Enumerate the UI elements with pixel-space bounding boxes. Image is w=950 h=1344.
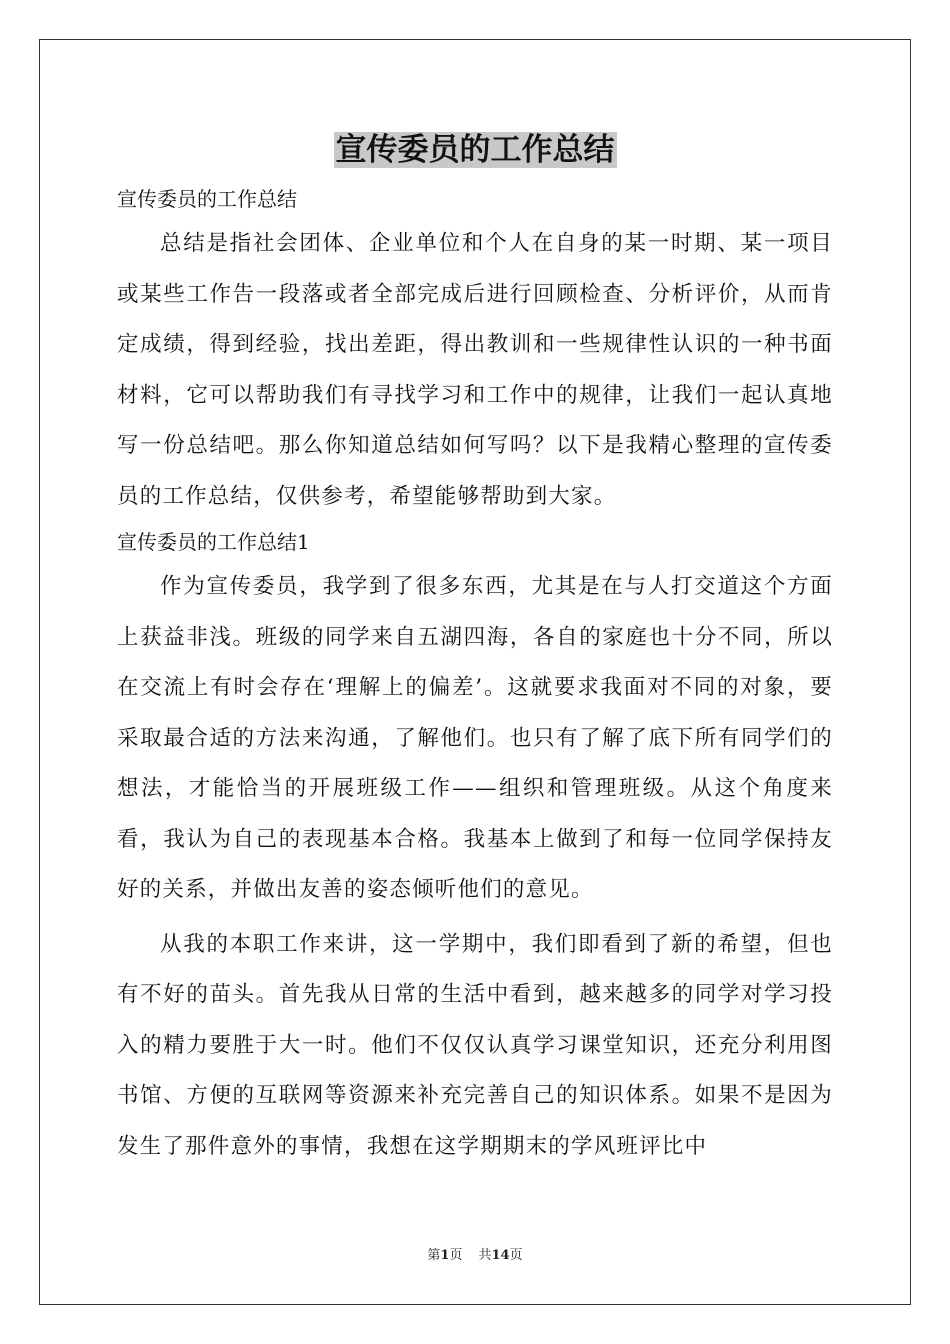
document-body (117, 179, 833, 1172)
body-paragraph: 从我的本职工作来讲，这一学期中，我们即看到了新的希望，但也有不好的苗头。首先我从日常的生活中看到，越来越多的同学对学习投入的精力要胜于大一时。他们不仅仅认真学习课堂知识，还充分利用图书馆、方便的互联网等资源来补充完善自己的知识体系。如果不是因为发生了那件意外的事情，我想在这学期期末的学风班评比中 (117, 931, 833, 1159)
body-paragraph: 作为宣传委员，我学到了很多东西，尤其是在与人打交道这个方面上获益非浅。班级的同学来自五湖四海，各自的家庭也十分不同，所以在交流上有时会存在‘理解上的偏差’。这就要求我面对不同的对象，要采取最合适的方法来沟通，了解他们。也只有了解了底下所有同学们的想法，才能恰当的开展班级工作——组织和管理班级。从这个角度来看，我认为自己的表现基本合格。我基本上做到了和每一位同学保持友好的关系，并做出友善的姿态倾听他们的意见。 (117, 574, 833, 902)
current-page-number: 1 (440, 1248, 450, 1263)
document-subtitle: 宣传委员的工作总结 (117, 187, 297, 211)
page-suffix: 页 (449, 1248, 463, 1263)
total-suffix: 页 (509, 1248, 523, 1263)
page-footer (0, 1246, 950, 1266)
document-title (0, 128, 950, 172)
total-page-number: 14 (491, 1248, 510, 1263)
document-title-text: 宣传委员的工作总结 (335, 132, 615, 168)
intro-paragraph: 总结是指社会团体、企业单位和个人在自身的某一时期、某一项目或某些工作告一段落或者全部完成后进行回顾检查、分析评价，从而肯定成绩，得到经验，找出差距，得出教训和一些规律性认识的一种书面材料，它可以帮助我们有寻找学习和工作中的规律，让我们一起认真地写一份总结吧。那么你知道总结如何写吗？以下是我精心整理的宣传委员的工作总结，仅供参考，希望能够帮助到大家。 (117, 231, 833, 509)
total-prefix: 共 (478, 1248, 492, 1263)
section-heading: 宣传委员的工作总结1 (117, 530, 310, 554)
page-prefix: 第 (427, 1248, 441, 1263)
